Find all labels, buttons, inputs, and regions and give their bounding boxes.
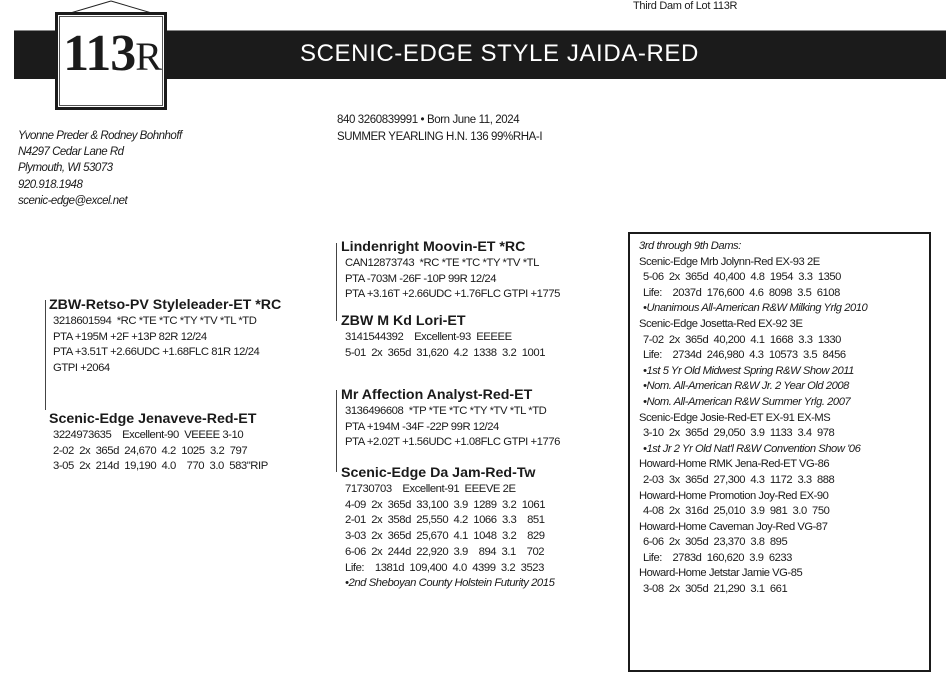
dam-entry-line: 2-03 3x 365d 27,300 4.3 1172 3.3 888 [643,473,835,486]
consignor-address1: N4297 Cedar Lane Rd [18,146,124,159]
dam-line: 2-02 2x 365d 24,670 4.2 1025 3.2 797 [53,444,248,457]
dam-sire-line: PTA +194M -34F -22P 99R 12/24 [345,420,499,433]
dam-block [49,410,268,475]
dam-entry-line: Life: 2734d 246,980 4.3 10573 3.5 8456 [643,349,846,362]
lot-number [60,24,164,87]
dam-entry-note: •Nom. All-American R&W Jr. 2 Year Old 2008 [643,380,849,393]
sire-dam-line: 5-01 2x 365d 31,620 4.2 1338 3.2 1001 [345,346,546,359]
dam-entry-note: •Nom. All-American R&W Summer Yrlg. 2007 [643,395,851,408]
consignor-info [18,128,182,209]
dam-dam-note: •2nd Sheboyan County Holstein Futurity 2015 [345,577,555,590]
sire-line: PTA +195M +2F +13P 82R 12/24 [53,330,207,343]
animal-info [337,112,542,146]
sire-block [49,296,281,377]
dam-entry-line: 5-06 2x 365d 40,400 4.8 1954 3.3 1350 [643,271,841,284]
dam-entry-name: Scenic-Edge Mrb Jolynn-Red EX-93 2E [639,255,820,268]
lot-number-digits: 113 [63,25,136,82]
dam-entry-line: 4-08 2x 316d 25,010 3.9 981 3.0 750 [643,505,830,518]
sire-sire-line: CAN12873743 *RC *TE *TC *TY *TV *TL [345,257,539,269]
dam-sire-name: Mr Affection Analyst-Red-ET [341,387,533,403]
dam-entry-name: Scenic-Edge Josetta-Red EX-92 3E [639,317,803,330]
sire-sire-line: PTA +3.16T +2.66UDC +1.76FLC GTPI +1775 [345,288,561,301]
dam-entry-line: 3-10 2x 365d 29,050 3.9 1133 3.4 978 [643,427,835,440]
dam-entry-line: Life: 2037d 176,600 4.6 8098 3.5 6108 [643,286,840,299]
sire-dam-line: 3141544392 Excellent-93 EEEEE [345,331,512,343]
dam-sire-line: PTA +2.02T +1.56UDC +1.08FLC GTPI +1776 [345,436,561,449]
consignor-email: scenic-edge@excel.net [18,194,128,207]
third-dam-label: Third Dam of Lot 113R [633,0,738,12]
dam-dam-line: 71730703 Excellent-91 EEEVE 2E [345,483,516,495]
dam-dam-line: 2-01 2x 358d 25,550 4.2 1066 3.3 851 [345,514,545,527]
dam-entry-line: Life: 2783d 160,620 3.9 6233 [643,551,792,564]
dam-entry-name: Howard-Home Jetstar Jamie VG-85 [639,567,803,580]
sire-dam-name: ZBW M Kd Lori-ET [341,313,466,329]
dam-entry-line: 7-02 2x 365d 40,200 4.1 1668 3.3 1330 [643,333,841,346]
dam-entry-name: Scenic-Edge Josie-Red-ET EX-91 EX-MS [639,411,831,424]
dam-dam-line: 3-03 2x 365d 25,670 4.1 1048 3.2 829 [345,530,545,543]
dam-entry-line: 3-08 2x 305d 21,290 3.1 661 [643,583,788,596]
ancestral-dams-box [628,232,931,672]
dam-entry-note: •Unanimous All-American R&W Milking Yrlg 2010 [643,302,868,315]
dam-entry-note: •1st 5 Yr Old Midwest Spring R&W Show 2011 [643,364,854,377]
dam-dam-block [341,464,554,592]
ancestral-dams-heading: 3rd through 9th Dams: [639,240,741,252]
animal-id-birth: 840 3260839991 • Born June 11, 2024 [337,114,520,126]
dam-line: 3-05 2x 214d 19,190 4.0 770 3.0 583"RIP [53,460,268,473]
dam-entry-name: Howard-Home Caveman Joy-Red VG-87 [639,520,828,533]
pedigree-connector-left [45,300,46,410]
sire-dam-block [341,312,545,361]
sire-line: 3218601594 *RC *TE *TC *TY *TV *TL *TD [53,315,257,327]
animal-class: SUMMER YEARLING H.N. 136 99%RHA-I [337,131,543,143]
lot-number-suffix: R [135,34,161,79]
sire-line: PTA +3.51T +2.66UDC +1.68FLC 81R 12/24 [53,346,260,359]
consignor-address2: Plymouth, WI 53073 [18,162,113,175]
dam-dam-name: Scenic-Edge Da Jam-Red-Tw [341,465,536,481]
dam-sire-line: 3136496608 *TP *TE *TC *TY *TV *TL *TD [345,405,547,417]
dam-entry-line: 6-06 2x 305d 23,370 3.8 895 [643,536,788,549]
page-title: SCENIC-EDGE STYLE JAIDA-RED [300,40,699,67]
sire-name: ZBW-Retso-PV Styleleader-ET *RC [49,297,282,313]
sire-sire-name: Lindenright Moovin-ET *RC [341,239,526,255]
sire-sire-block [341,238,560,303]
dam-entry-name: Howard-Home RMK Jena-Red-ET VG-86 [639,458,830,471]
dam-dam-line: 6-06 2x 244d 22,920 3.9 894 3.1 702 [345,545,545,558]
consignor-phone: 920.918.1948 [18,178,83,191]
dam-dam-line: Life: 1381d 109,400 4.0 4399 3.2 3523 [345,561,544,574]
dam-entry-note: •1st Jr 2 Yr Old Nat'l R&W Convention Show '06 [643,442,861,455]
dam-entry-name: Howard-Home Promotion Joy-Red EX-90 [639,489,829,502]
sire-line: GTPI +2064 [53,362,110,375]
dam-dam-line: 4-09 2x 365d 33,100 3.9 1289 3.2 1061 [345,498,546,511]
dam-line: 3224973635 Excellent-90 VEEEE 3-10 [53,429,244,441]
dam-sire-block [341,386,560,451]
dam-name: Scenic-Edge Jenaveve-Red-ET [49,411,257,427]
pedigree-connector-sire [336,243,337,321]
pedigree-connector-dam [336,390,337,472]
consignor-name: Yvonne Preder & Rodney Bohnhoff [18,130,182,142]
sire-sire-line: PTA -703M -26F -10P 99R 12/24 [345,272,497,285]
